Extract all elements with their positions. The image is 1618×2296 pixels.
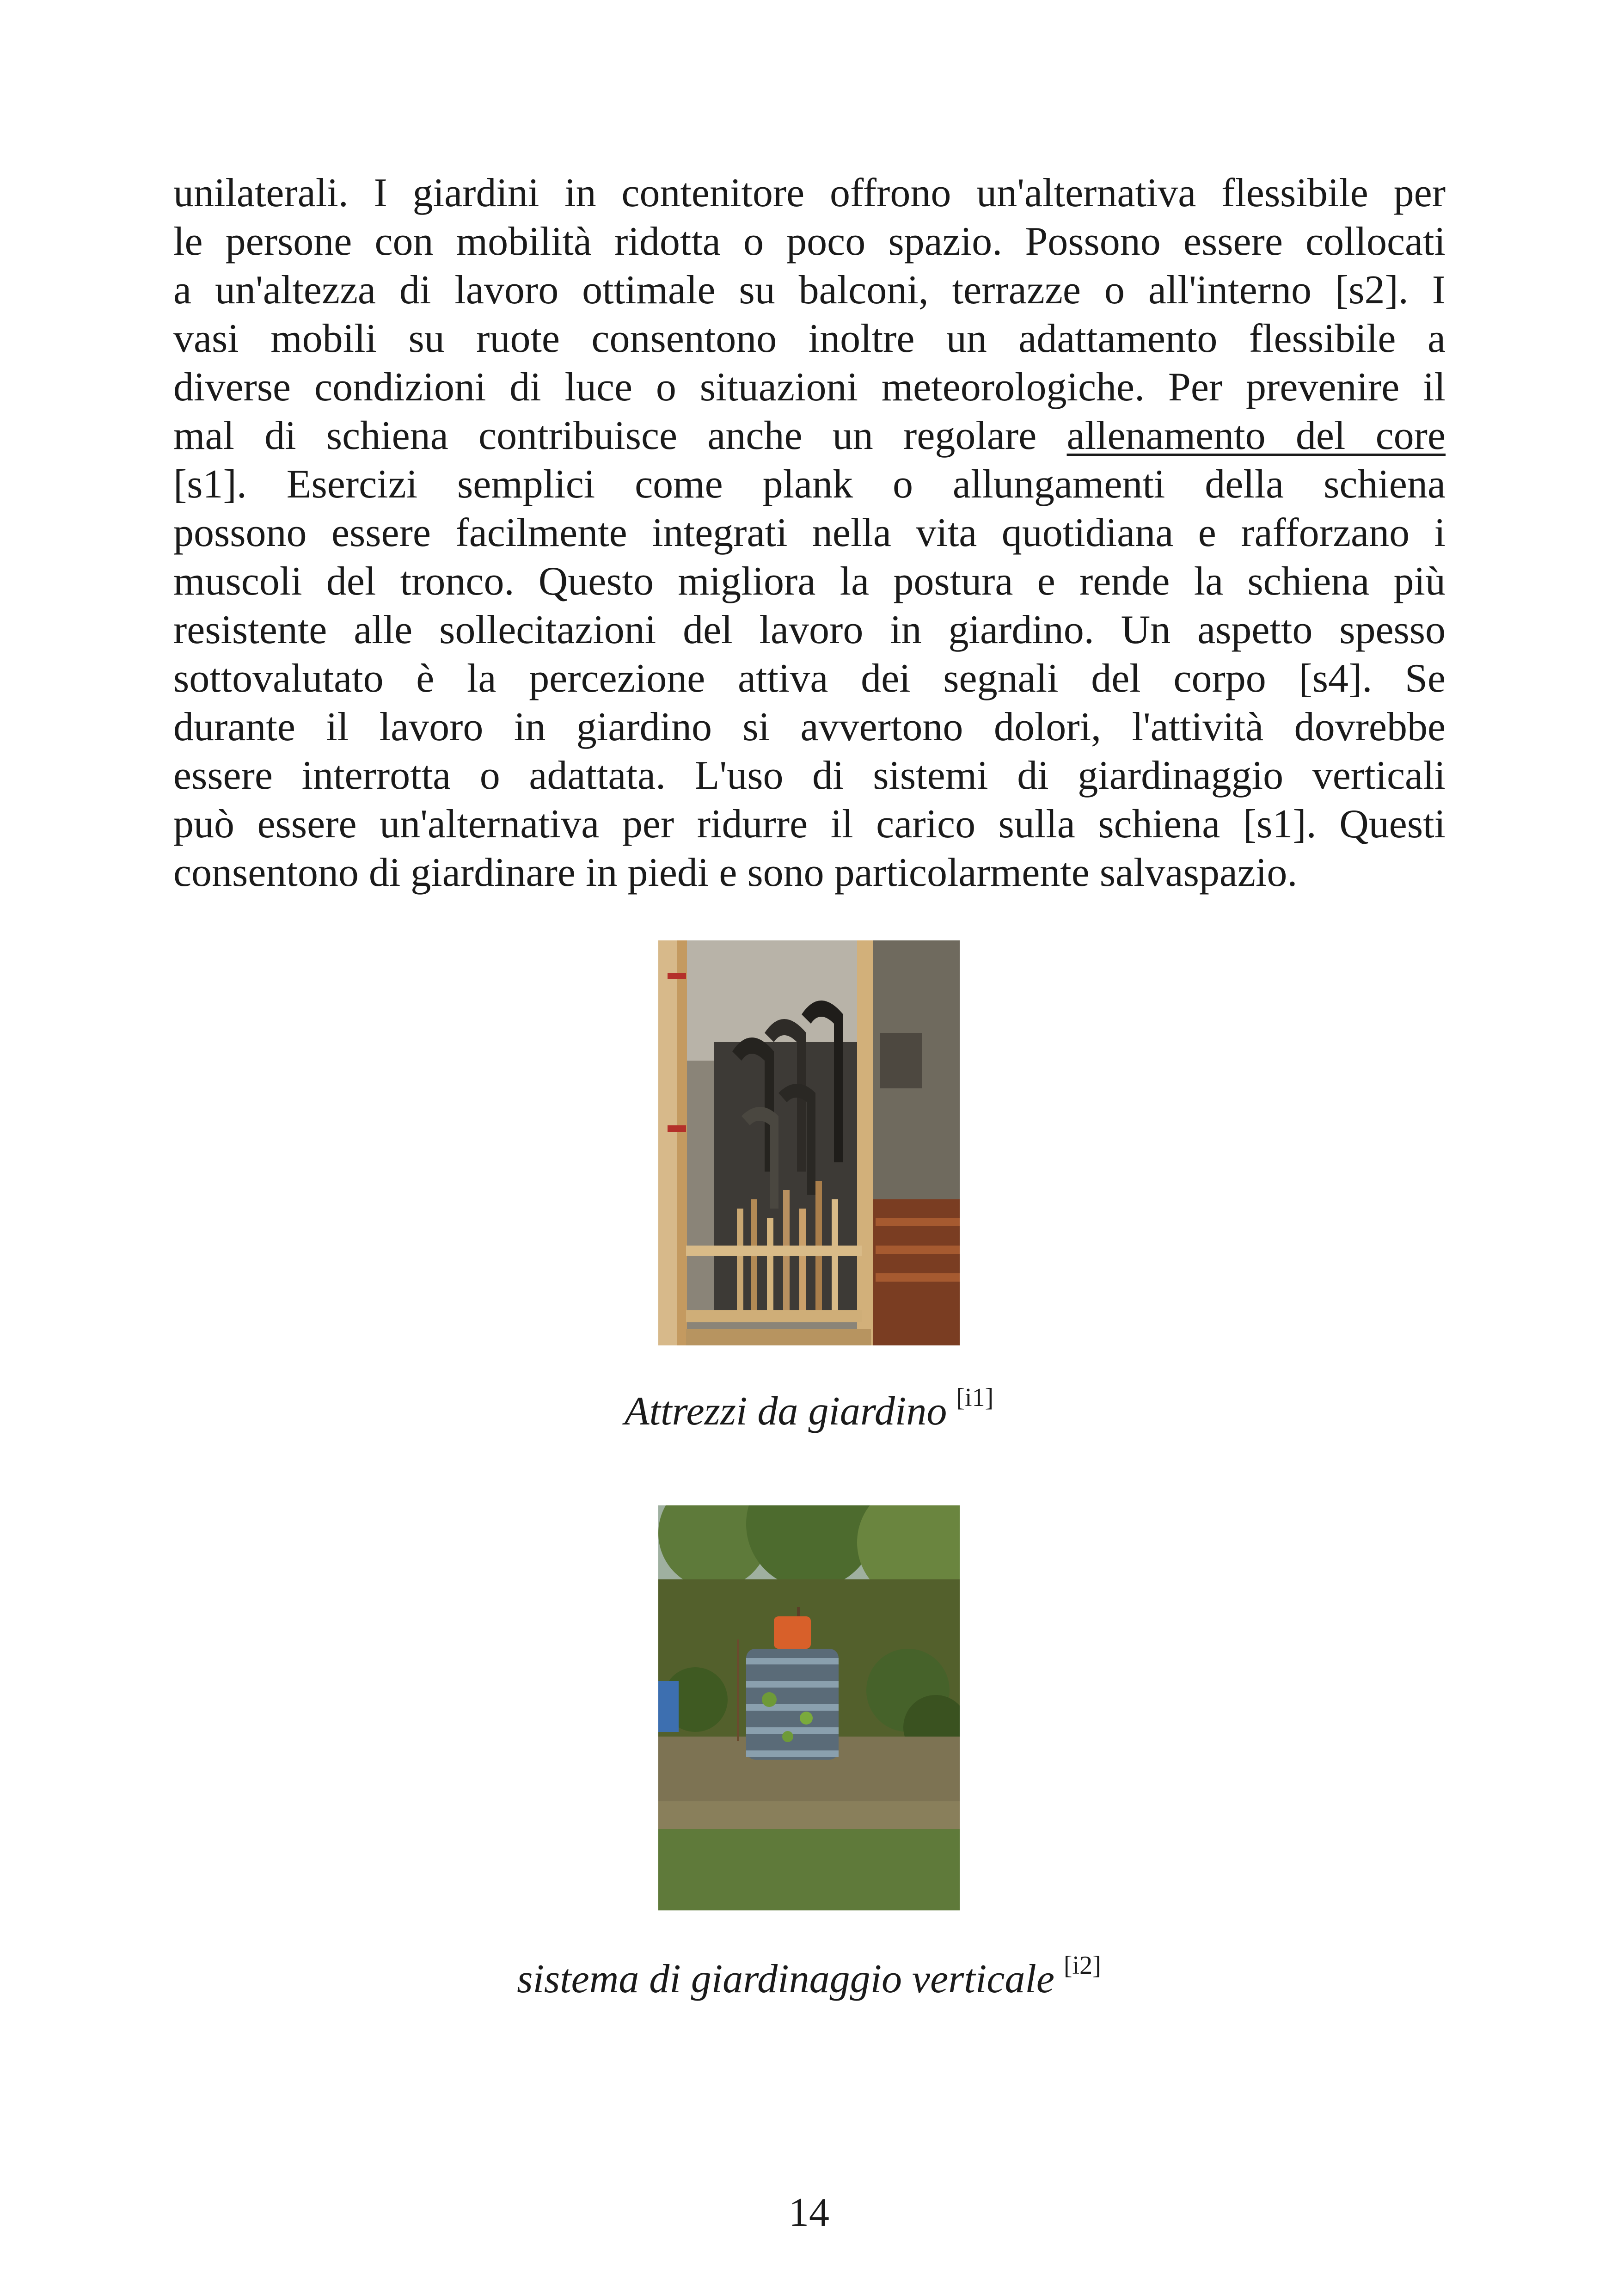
text-segment: mal di schiena contribuisce anche un regolare (173, 413, 1067, 458)
text-line: vasi mobili su ruote consentono inoltre un adattamento flessibile a (173, 316, 1446, 361)
text-line: sottovalutato è la percezione attiva dei segnali del corpo [s4]. Se (173, 656, 1446, 701)
garden-tools-photo (658, 940, 960, 1345)
figure-caption (0, 1951, 1618, 2005)
image-reference: [i2] (1063, 1951, 1101, 1980)
text-line: essere interrotta o adattata. L'uso di sistemi di giardinaggio verticali (173, 753, 1446, 798)
vertical-garden-photo (658, 1505, 960, 1910)
text-line: consentono di giardinare in piedi e sono particolarmente salvaspazio. (173, 850, 1298, 895)
body-paragraph (173, 169, 1446, 897)
text-line: diverse condizioni di luce o situazioni meteorologiche. Per prevenire il (173, 365, 1446, 410)
text-line: unilaterali. I giardini in contenitore offrono un'alternativa flessibile per (173, 171, 1446, 215)
text-line: muscoli del tronco. Questo migliora la postura e rende la schiena più (173, 559, 1446, 604)
text-line: durante il lavoro in giardino si avvertono dolori, l'attività dovrebbe (173, 705, 1446, 749)
figure-caption (0, 1383, 1618, 1437)
image-reference: [i1] (956, 1383, 994, 1412)
caption-text: Attrezzi da giardino (624, 1389, 947, 1434)
text-line: resistente alle sollecitazioni del lavoro in giardino. Un aspetto spesso (173, 608, 1446, 652)
text-line-with-link (173, 411, 1446, 460)
caption-text: sistema di giardinaggio verticale (517, 1957, 1054, 2001)
core-training-link[interactable]: allenamento del core (1066, 413, 1446, 458)
page-number: 14 (789, 2190, 829, 2235)
text-line: le persone con mobilità ridotta o poco spazio. Possono essere collocati (173, 219, 1446, 264)
text-line: può essere un'alternativa per ridurre il carico sulla schiena [s1]. Questi (173, 802, 1446, 847)
text-line: [s1]. Esercizi semplici come plank o allungamenti della schiena (173, 462, 1446, 507)
text-line: possono essere facilmente integrati nella vita quotidiana e rafforzano i (173, 510, 1446, 555)
text-line: a un'altezza di lavoro ottimale su balconi, terrazze o all'interno [s2]. I (173, 268, 1446, 313)
